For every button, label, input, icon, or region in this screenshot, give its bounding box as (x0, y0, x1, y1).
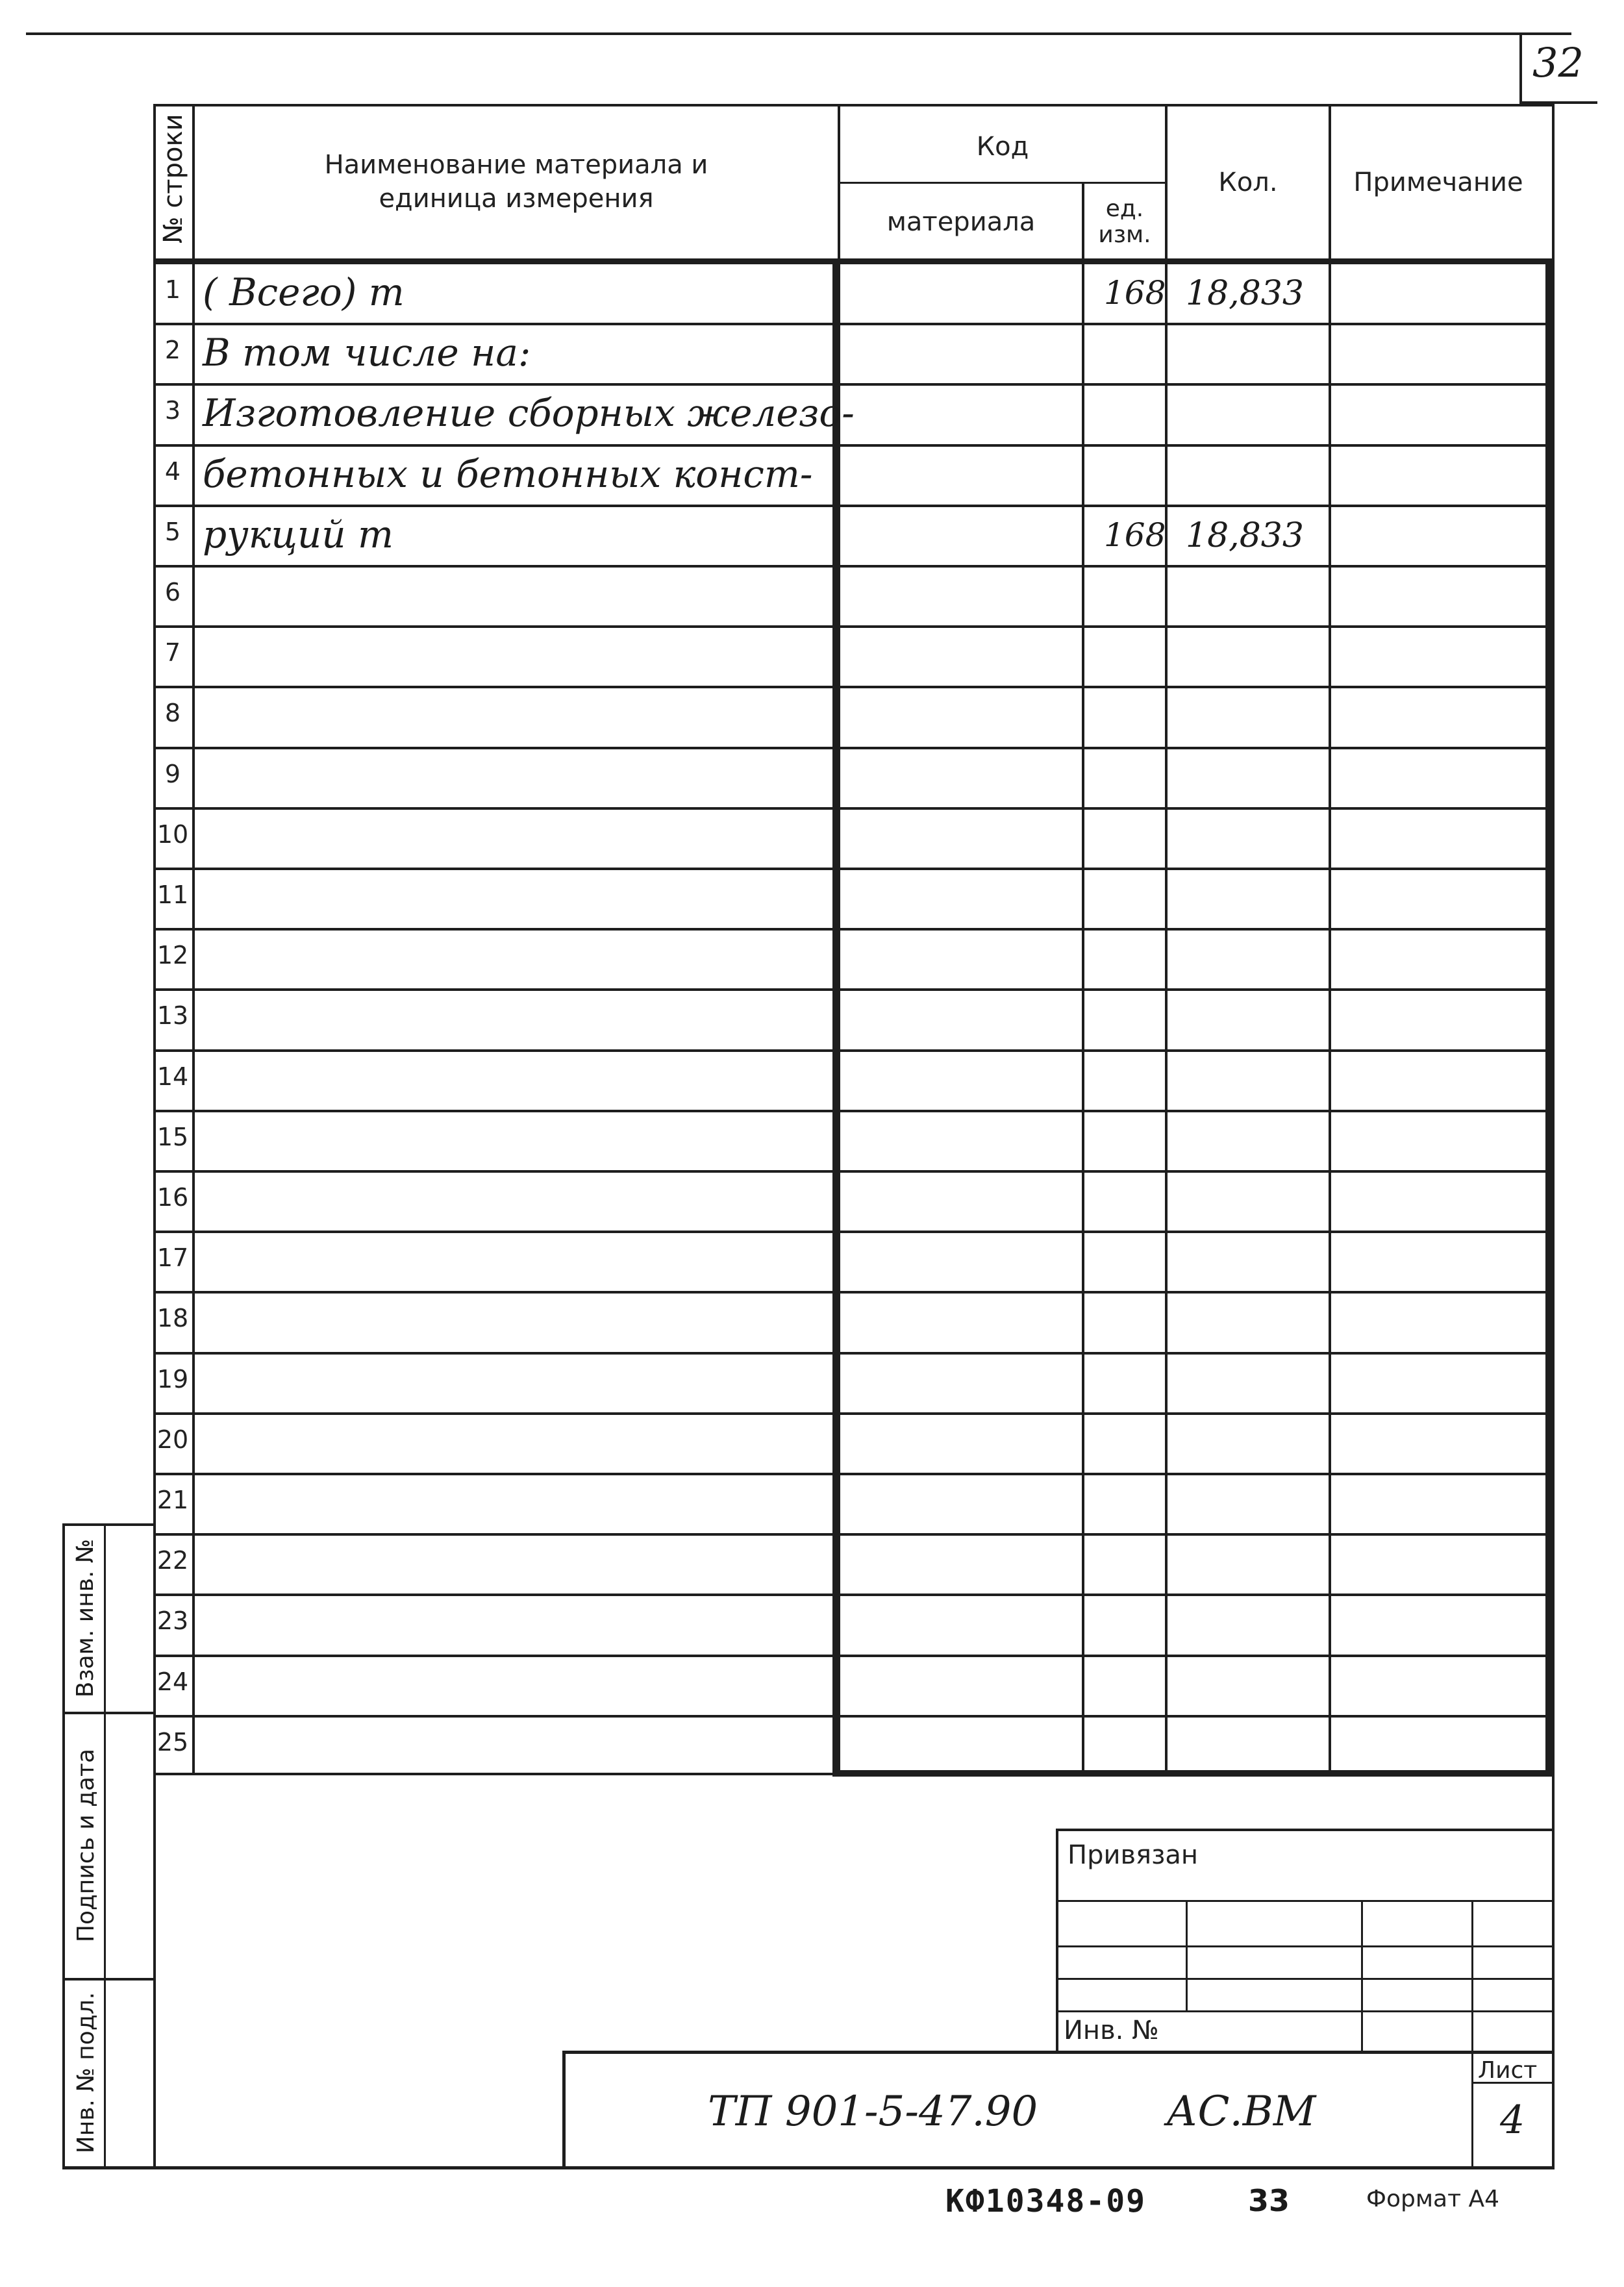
title-privyazan: Привязан (1068, 1840, 1199, 1870)
row-name: Изготовление сборных железо- (203, 391, 855, 435)
row-number: 6 (164, 578, 181, 606)
header-code: Код (976, 132, 1029, 162)
row-quantity: 18,833 (1186, 274, 1304, 313)
row-number: 9 (164, 760, 181, 788)
row-number: 24 (156, 1668, 189, 1696)
row-divider (153, 565, 1549, 568)
row-unit: 168 (1104, 274, 1166, 312)
row-number: 4 (164, 457, 181, 486)
row-number: 8 (164, 699, 181, 727)
row-number: 25 (156, 1728, 189, 1756)
row-quantity: 18,833 (1186, 516, 1304, 555)
title-sheet-label: Лист (1478, 2057, 1538, 2084)
header-name-line2: единица измерения (379, 184, 654, 214)
row-divider (153, 1593, 1549, 1596)
row-divider (153, 988, 1549, 991)
row-name: ( Всего) т (203, 270, 405, 314)
title-inv-no: Инв. № (1064, 2016, 1159, 2045)
stamp-podpis-data: Подпись и дата (73, 1748, 99, 1943)
row-divider (153, 1170, 1549, 1173)
row-number: 22 (156, 1546, 189, 1575)
row-divider (153, 868, 1549, 870)
row-number: 7 (164, 638, 181, 667)
row-number: 15 (156, 1123, 189, 1151)
row-divider (153, 747, 1549, 749)
row-number: 5 (164, 518, 181, 546)
footer-stamp: КФ10348-09 (945, 2183, 1146, 2219)
header-name (195, 130, 838, 234)
header-name-line1: Наименование материала и (324, 150, 708, 180)
row-divider (153, 1110, 1549, 1112)
row-number: 12 (156, 941, 189, 969)
row-number: 17 (156, 1243, 189, 1272)
row-divider (153, 323, 1549, 325)
row-divider (153, 1715, 1549, 1718)
title-doc-code: ТП 901-5-47.90 (708, 2088, 1038, 2136)
row-divider (153, 1473, 1549, 1475)
row-number: 2 (164, 336, 181, 364)
row-number: 10 (156, 820, 189, 849)
row-divider (153, 383, 1549, 386)
row-name: бетонных и бетонных конст- (203, 452, 813, 496)
stamp-inv-podl: Инв. № подл. (73, 1992, 99, 2154)
row-number: 3 (164, 396, 181, 425)
row-divider (153, 1291, 1549, 1293)
row-divider (153, 444, 1549, 447)
row-divider (153, 1412, 1549, 1415)
page-number: 32 (1532, 39, 1584, 86)
row-divider (153, 686, 1549, 688)
stamp-vzam-inv: Взам. инв. № (72, 1538, 99, 1698)
row-divider (153, 1533, 1549, 1536)
row-number: 14 (156, 1062, 189, 1091)
row-unit: 168 (1104, 516, 1166, 554)
row-number: 18 (156, 1304, 189, 1332)
row-divider (153, 807, 1549, 810)
row-number: 1 (164, 275, 181, 304)
row-name: рукций т (203, 512, 394, 556)
title-doc-mark: АС.ВМ (1166, 2088, 1316, 2136)
row-divider (153, 505, 1549, 507)
row-name: В том числе на: (203, 331, 531, 375)
row-divider (153, 928, 1549, 931)
row-divider (153, 1655, 1549, 1657)
header-note: Примечание (1353, 168, 1523, 197)
header-row-number: № строки (158, 114, 188, 244)
row-divider (153, 1049, 1549, 1052)
row-number: 11 (156, 881, 189, 909)
row-divider (153, 625, 1549, 628)
header-unit-line2: изм. (1098, 221, 1151, 248)
row-number: 13 (156, 1001, 189, 1030)
header-unit-line1: ед. (1105, 195, 1144, 222)
title-sheet-number: 4 (1500, 2097, 1525, 2143)
footer-format: Формат А4 (1366, 2186, 1500, 2212)
header-quantity: Кол. (1218, 168, 1278, 197)
row-number: 21 (156, 1486, 189, 1514)
row-divider (153, 1352, 1549, 1355)
row-number: 19 (156, 1365, 189, 1393)
header-unit (1084, 186, 1165, 258)
footer-copy-page: 33 (1248, 2183, 1290, 2218)
row-divider (153, 1231, 1549, 1233)
row-number: 23 (156, 1606, 189, 1635)
header-material: материала (886, 207, 1036, 237)
row-number: 16 (156, 1183, 189, 1212)
row-number: 20 (156, 1425, 189, 1454)
